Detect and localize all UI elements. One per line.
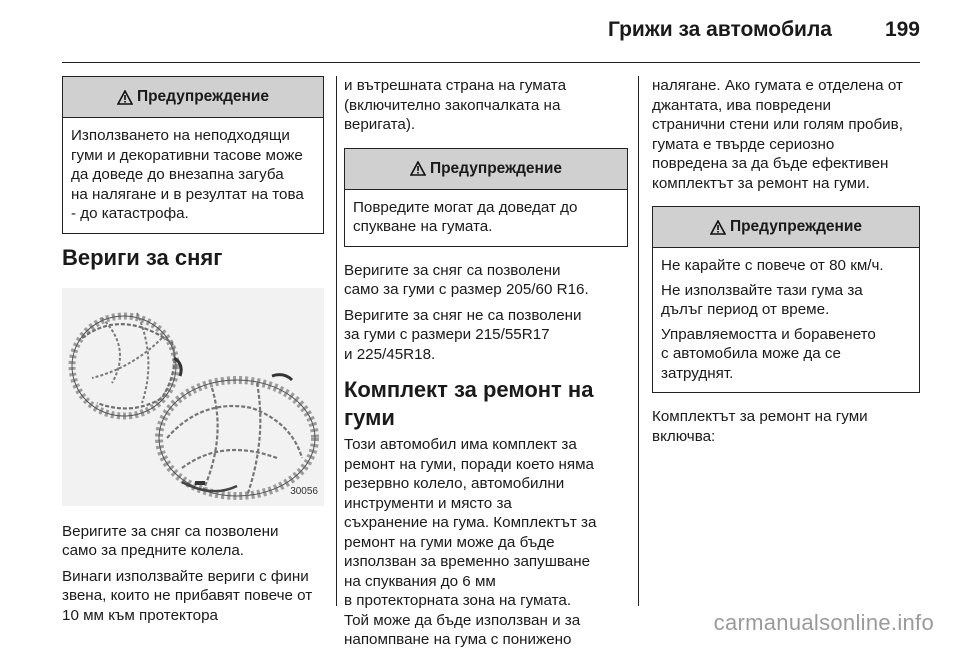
snow-chains-illustration-graphic	[62, 288, 324, 506]
warning-heading	[63, 77, 323, 118]
warning-body	[653, 248, 919, 392]
warning-body	[63, 118, 323, 233]
section-title-snow-chains: Вериги за сняг	[62, 244, 223, 270]
warning-text: Използването на неподходящи гуми и декоративни тасове може да доведе до внезапна загуба на налягане и в резултат на това - до катастрофа.	[71, 127, 304, 222]
warning-body	[345, 190, 627, 246]
page-number: 199	[884, 18, 920, 41]
paragraph: Комплектът за ремонт на гуми включва:	[652, 408, 868, 445]
warning-text: Управляемостта и боравенето с автомобила може да се затруднят.	[661, 325, 876, 382]
paragraph: налягане. Ако гумата е отделена от джантата, ива повредени странични стени или голям пробив, гумата е твърде сериозно повредена за да бъде ефективен комплектът за ремонт на гуми.	[652, 77, 903, 192]
paragraph: Винаги използвайте вериги с фини звена, които не прибавят повече от 10 мм към протектора	[62, 567, 313, 624]
paragraph: и вътрешната страна на гумата (включително закопчалката на веригата).	[344, 77, 567, 133]
warning-heading-text: Предупреждение	[136, 88, 270, 106]
warning-triangle-icon	[410, 161, 426, 176]
warning-triangle-icon	[117, 90, 133, 105]
warning-text: Не използвайте тази гума за дълъг период от време.	[661, 281, 863, 318]
paragraph: Веригите за сняг не са позволени за гуми с размери 215/55R17 и 225/45R18.	[344, 306, 582, 363]
paragraph: Веригите за сняг са позволени само за гуми с размер 205/60 R16.	[344, 261, 589, 298]
warning-heading	[653, 207, 919, 248]
column-divider-1	[336, 76, 337, 606]
paragraph: Веригите за сняг са позволени само за предните колела.	[62, 522, 279, 559]
section-title-repair-kit: Комплект за ремонт на гуми	[344, 377, 594, 430]
warning-box	[62, 76, 324, 234]
illustration-label: 30056	[290, 486, 318, 497]
warning-heading	[345, 149, 627, 190]
snow-chains-illustration	[62, 288, 324, 506]
column-divider-2	[638, 76, 639, 606]
header-rule	[62, 62, 920, 63]
column-2	[344, 76, 628, 650]
watermark: carmanualsonline.info	[713, 610, 934, 635]
warning-text: Не карайте с повече от 80 км/ч.	[661, 257, 884, 274]
warning-box	[344, 148, 628, 247]
warning-text: Повредите могат да доведат до спукване на гумата.	[353, 198, 578, 235]
paragraph: Този автомобил има комплект за ремонт на гуми, поради което няма резервно колело, автомобилни инструменти и място за съхранение на гума. Комплектът за ремонт на гуми може да бъде използван за временно запушване на спуквания до 6 мм в протекторната зона на гумата. Той може да бъде използван и за напомпване на гума с понижено	[344, 436, 597, 648]
warning-triangle-icon	[710, 220, 726, 235]
page-header-title: Грижи за автомобила	[607, 18, 832, 41]
warning-heading-text: Предупреждение	[729, 218, 863, 236]
warning-box	[652, 206, 920, 393]
column-3	[652, 76, 920, 446]
warning-heading-text: Предупреждение	[429, 159, 563, 177]
column-1	[62, 76, 324, 625]
